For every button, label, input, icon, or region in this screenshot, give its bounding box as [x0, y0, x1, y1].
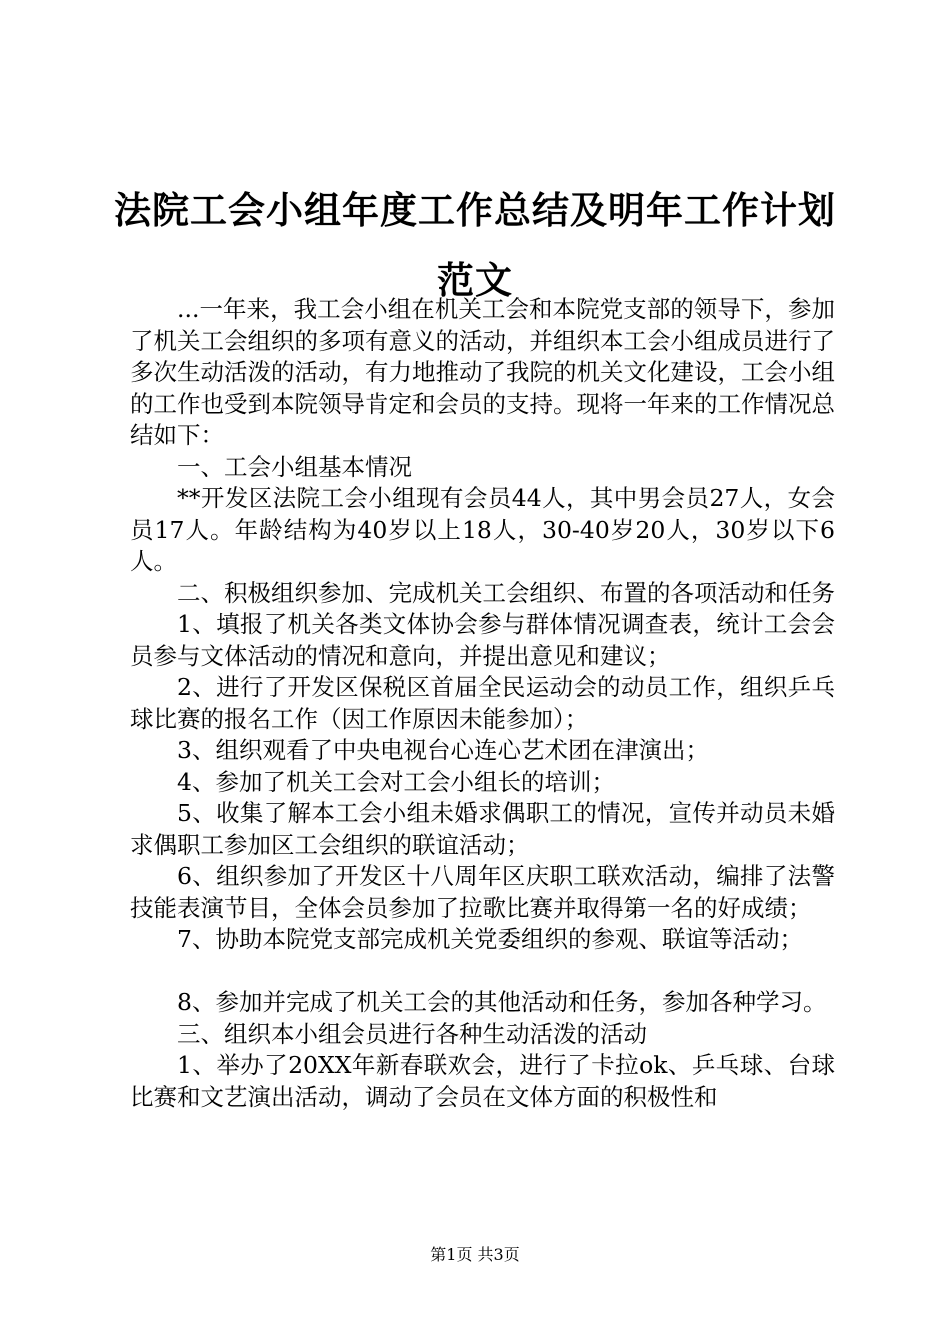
list-item-2: 2、进行了开发区保税区首届全民运动会的动员工作，组织乒乓球比赛的报名工作（因工作原因未能参加）； — [130, 673, 835, 733]
document-body — [130, 294, 835, 1113]
section-heading-1: 一、工会小组基本情况 — [177, 452, 412, 481]
list-item-7: 7、协助本院党支部完成机关党委组织的参观、联谊等活动； — [177, 925, 803, 953]
section-heading-2: 二、积极组织参加、完成机关工会组织、布置的各项活动和任务 — [177, 578, 835, 607]
list-item-3: 3、组织观看了中央电视台心连心艺术团在津演出； — [177, 736, 709, 764]
list-item-6: 6、组织参加了开发区十八周年区庆职工联欢活动，编排了法警技能表演节目，全体会员参加了拉歌比赛并取得第一名的好成绩； — [130, 862, 835, 922]
activity-item-1: 1、举办了20XX年新春联欢会，进行了卡拉ok、乒乓球、台球比赛和文艺演出活动，调动了会员在文体方面的积极性和 — [130, 1051, 835, 1111]
paragraph-intro: ...一年来，我工会小组在机关工会和本院党支部的领导下，参加了机关工会组织的多项有意义的活动，并组织本工会小组成员进行了多次生动活泼的活动，有力地推动了我院的机关文化建设，工会小组的工作也受到本院领导肯定和会员的支持。现将一年来的工作情况总结如下： — [130, 295, 835, 449]
document-title: 法院工会小组年度工作总结及明年工作计划范文 — [114, 188, 836, 302]
list-item-4: 4、参加了机关工会对工会小组长的培训； — [177, 767, 615, 796]
page-footer: 第1页 共3页 — [430, 1245, 520, 1264]
list-item-8: 8、参加并完成了机关工会的其他活动和任务，参加各种学习。 — [177, 988, 827, 1016]
list-item-1: 1、填报了机关各类文体协会参与群体情况调查表，统计工会会员参与文体活动的情况和意向，并提出意见和建议； — [130, 610, 835, 670]
section-heading-3: 三、组织本小组会员进行各种生动活泼的活动 — [177, 1019, 647, 1048]
list-item-5: 5、收集了解本工会小组未婚求偶职工的情况，宣传并动员未婚求偶职工参加区工会组织的联谊活动； — [130, 799, 835, 859]
paragraph-member-stats: **开发区法院工会小组现有会员44人，其中男会员27人，女会员17人。年龄结构为40岁以上18人，30-40岁20人，30岁以下6人。 — [130, 484, 835, 575]
